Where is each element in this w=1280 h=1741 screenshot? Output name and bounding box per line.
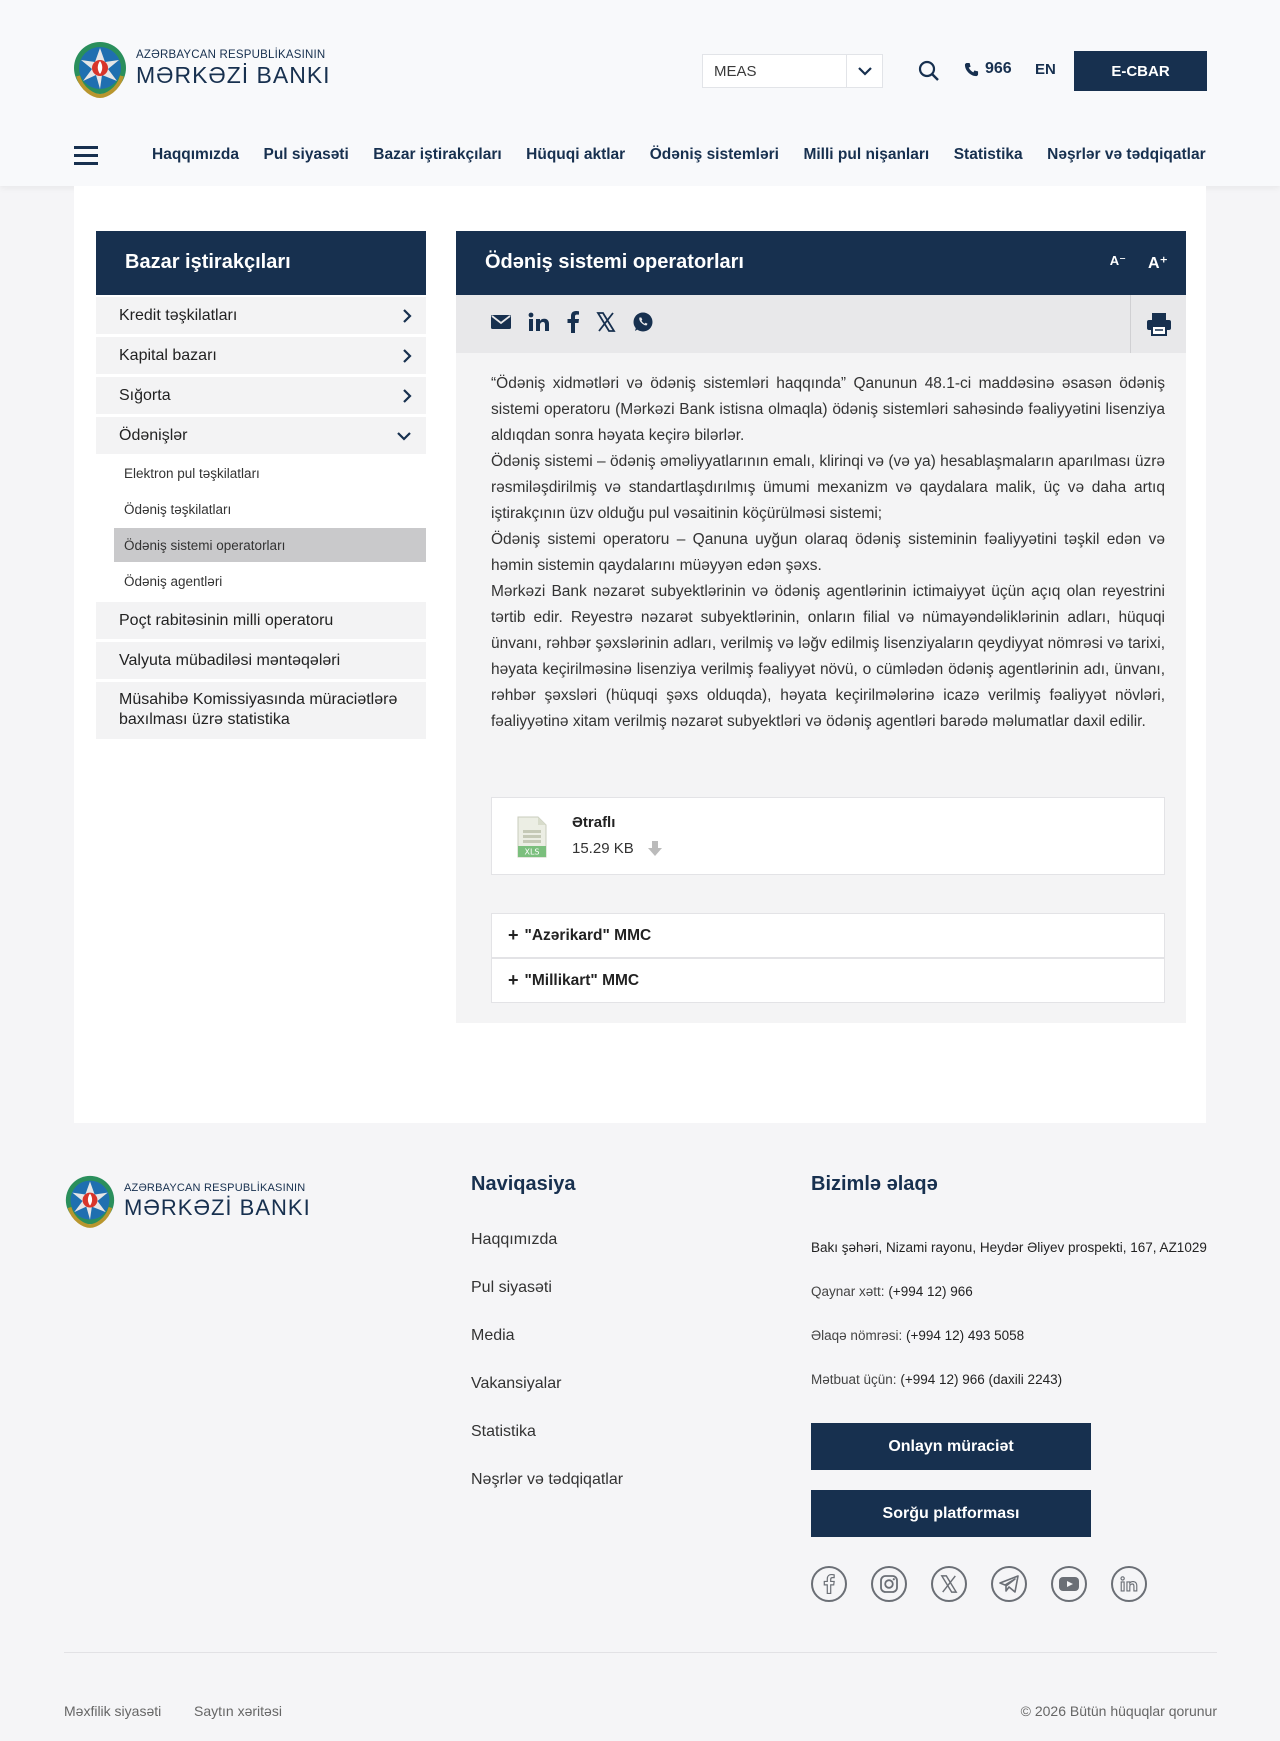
logo-text xyxy=(124,1182,311,1221)
phone-icon xyxy=(964,62,979,77)
emblem-icon xyxy=(72,38,128,100)
logo-title: MƏRKƏZİ BANKI xyxy=(124,1194,311,1220)
sidebar-item-label: Kredit təşkilatları xyxy=(119,306,238,324)
site-header xyxy=(0,0,1280,186)
contact-label: Əlaqə nömrəsi: xyxy=(811,1328,903,1343)
download-icon[interactable] xyxy=(648,841,662,857)
file-meta xyxy=(572,840,662,857)
sidebar-subitem-agents[interactable]: Ödəniş agentləri xyxy=(124,573,223,589)
logo-text xyxy=(136,49,331,89)
sidebar-item-postal[interactable] xyxy=(96,602,426,639)
footer-press xyxy=(811,1372,1062,1387)
ecbar-button[interactable]: E-CBAR xyxy=(1074,51,1207,91)
sidebar-title: Bazar iştirakçıları xyxy=(96,231,426,295)
sidebar-subitem-operators[interactable]: Ödəniş sistemi operatorları xyxy=(114,528,426,562)
footer-nav-title: Naviqasiya xyxy=(471,1173,576,1195)
linkedin-icon[interactable] xyxy=(528,312,550,332)
article-paragraph: Mərkəzi Bank nəzarət subyektlərinin və ödəniş agentlərinin ictimaiyyət üçün açıq olan reyestrini tərtib edir. Reyestrə nəzarət subyektlərinin, onların filial və nümayəndəliklərinin adları, hüquqi ünvanı, rəhbər şəxslərinin adları, verilmiş və ləğv edilmiş lisenziyaların qeydiyyat nömrəsi və tarixi, həyata keçirilməsinə lisenziya verilmiş fəaliyyət növü, o cümlədən ödəniş agentlərinin adı, ünvanı, rəhbər şəxsləri (hüquqi şəxs olduqda), həyata keçirilmələrinə icazə verilmiş fəaliyyət növləri, fəaliyyətinə xitam verilmiş nəzarət subyektləri və ödəniş agentləri barədə məlumatlar daxil edilir. xyxy=(491,583,1165,730)
footer-link-statistics[interactable]: Statistika xyxy=(471,1423,536,1440)
nav-item-statistics[interactable]: Statistika xyxy=(953,146,1023,163)
file-attachment[interactable] xyxy=(491,797,1165,875)
press-value[interactable]: (+994 12) 966 xyxy=(900,1372,985,1387)
search-icon[interactable] xyxy=(918,60,940,82)
logo-subtitle: AZƏRBAYCAN RESPUBLİKASININ xyxy=(124,1181,306,1194)
sidebar-item-label: Poçt rabitəsinin milli operatoru xyxy=(119,611,334,629)
nav-item-monetary-policy[interactable]: Pul siyasəti xyxy=(263,146,349,163)
copyright: © 2026 Bütün hüquqlar qorunur xyxy=(1020,1703,1217,1719)
privacy-policy-link[interactable]: Məxfilik siyasəti xyxy=(64,1703,162,1719)
facebook-icon[interactable] xyxy=(566,311,580,333)
article-paragraph: “Ödəniş xidmətləri və ödəniş sistemləri haqqında” Qanunun 48.1-ci maddəsinə əsasən ödəniş sistemi operatoru (Mərkəzi Bank istisna olmaqla) ödəniş sistemləri sahəsində fəaliyyətini lisenziya aldıqdan sonra həyata keçirə bilərlər. xyxy=(491,375,1165,444)
file-type-label: XLS xyxy=(524,847,540,857)
sidebar-item-insurance[interactable] xyxy=(96,377,426,414)
accordion-azerikard[interactable] xyxy=(491,913,1165,958)
sidebar-item-label: Kapital bazarı xyxy=(119,346,217,364)
share-bar xyxy=(456,295,1186,353)
footer-hotline xyxy=(811,1284,973,1299)
hotline-label: Qaynar xətt: xyxy=(811,1284,885,1299)
footer-link-publications[interactable]: Nəşrlər və tədqiqatlar xyxy=(471,1471,624,1488)
site-select[interactable] xyxy=(702,54,883,88)
page-title-text: Ödəniş sistemi operatorları xyxy=(485,251,744,273)
sidebar-item-label: Müsahibə Komissiyasında müraciətlərə xyxy=(119,691,398,708)
query-platform-button[interactable]: Sorğu platforması xyxy=(811,1490,1091,1537)
online-request-button[interactable]: Onlayn müraciət xyxy=(811,1423,1091,1470)
sidebar-item-exchange[interactable] xyxy=(96,642,426,679)
site-select-value: MEAS xyxy=(714,62,757,80)
nav-item-legal-acts[interactable]: Hüquqi aktlar xyxy=(526,146,626,163)
hotline-number: 966 xyxy=(985,60,1012,77)
article-paragraph: Ödəniş sistemi – ödəniş əməliyyatlarının emalı, klirinqi və (və ya) hesablaşmaların aparılması üzrə rəsmiləşdirilmiş və standartlaşdırılmış ümumi mexanizm və qaydalara malik, üç və daha artıq iştirakçının üzv olduğu pul vəsaitinin köçürülməsi sistemi; xyxy=(491,453,1165,522)
sidebar-item-payments[interactable] xyxy=(96,417,426,454)
font-increase-button[interactable]: A⁺ xyxy=(1148,255,1168,272)
mail-icon[interactable] xyxy=(490,314,512,330)
x-icon[interactable] xyxy=(596,312,616,332)
chevron-down-icon xyxy=(396,431,412,441)
sitemap-link[interactable]: Saytın xəritəsi xyxy=(194,1703,282,1719)
footer-divider xyxy=(64,1652,1217,1653)
press-extension: (daxili 2243) xyxy=(988,1372,1063,1387)
instagram-icon[interactable] xyxy=(871,1566,907,1602)
footer-contact-title: Bizimlə əlaqə xyxy=(811,1173,938,1195)
footer-logo[interactable] xyxy=(64,1172,311,1230)
file-name: Ətraflı xyxy=(572,814,616,831)
sidebar-subitem-emoney[interactable]: Elektron pul təşkilatları xyxy=(124,465,260,481)
logo-subtitle: AZƏRBAYCAN RESPUBLİKASININ xyxy=(136,49,326,61)
article-body xyxy=(491,371,1165,735)
chevron-down-icon[interactable] xyxy=(846,55,882,87)
whatsapp-icon[interactable] xyxy=(632,311,654,333)
site-logo[interactable] xyxy=(72,38,331,100)
nav-item-about[interactable]: Haqqımızda xyxy=(152,146,239,163)
accordion-title: "Azərikard" MMC xyxy=(524,926,652,944)
font-decrease-button[interactable]: A⁻ xyxy=(1109,253,1126,268)
footer-contact-number xyxy=(811,1328,1024,1343)
main-nav xyxy=(152,146,1206,164)
footer-link-about[interactable]: Haqqımızda xyxy=(471,1231,558,1248)
font-size-controls xyxy=(1088,253,1168,273)
footer-link-media[interactable]: Media xyxy=(471,1327,515,1344)
facebook-icon[interactable] xyxy=(811,1566,847,1602)
accordion-millikart[interactable] xyxy=(491,958,1165,1003)
contact-value[interactable]: (+994 12) 493 5058 xyxy=(905,1328,1025,1343)
logo-title: MƏRKƏZİ BANKI xyxy=(136,62,331,88)
hotline-value[interactable]: (+994 12) 966 xyxy=(888,1284,973,1299)
sidebar-item-credit[interactable] xyxy=(96,297,426,334)
footer-link-monetary[interactable]: Pul siyasəti xyxy=(471,1279,552,1296)
youtube-icon[interactable] xyxy=(1051,1566,1087,1602)
nav-item-market-participants[interactable]: Bazar iştirakçıları xyxy=(373,146,502,163)
press-label: Mətbuat üçün: xyxy=(811,1372,897,1387)
file-size: 15.29 KB xyxy=(572,840,634,857)
chevron-right-icon xyxy=(402,348,412,364)
sidebar-item-commission[interactable] xyxy=(96,682,426,739)
menu-icon[interactable] xyxy=(74,146,98,166)
telegram-icon[interactable] xyxy=(991,1566,1027,1602)
nav-item-publications[interactable]: Nəşrlər və tədqiqatlar xyxy=(1047,146,1206,163)
share-icons xyxy=(490,311,670,333)
plus-icon: + xyxy=(508,970,519,990)
plus-icon: + xyxy=(508,925,519,945)
emblem-icon xyxy=(64,1172,116,1230)
sidebar-item-label: Valyuta mübadiləsi məntəqələri xyxy=(119,651,341,669)
social-links xyxy=(811,1566,1171,1602)
sidebar-subitem-payment-orgs[interactable]: Ödəniş təşkilatları xyxy=(124,501,232,517)
footer-link-vacancies[interactable]: Vakansiyalar xyxy=(471,1375,562,1392)
sidebar-item-label: Ödənişlər xyxy=(119,426,188,444)
chevron-right-icon xyxy=(402,388,412,404)
print-icon[interactable] xyxy=(1130,295,1186,353)
accordion-title: "Millikart" MMC xyxy=(524,971,640,989)
x-icon[interactable] xyxy=(931,1566,967,1602)
language-switch[interactable]: EN xyxy=(1035,61,1056,78)
article-paragraph: Ödəniş sistemi operatoru – Qanuna uyğun olaraq ödəniş sisteminin fəaliyyətini təşkil edən və həmin sistemin qaydalarını müəyyən edən şəxs. xyxy=(491,531,1165,574)
sidebar-item-label: baxılması üzrə statistika xyxy=(119,711,290,728)
page-title xyxy=(456,231,1186,295)
sidebar-item-label: Sığorta xyxy=(119,386,171,404)
footer-address: Bakı şəhəri, Nizami rayonu, Heydər Əliyev prospekti, 167, AZ1029 xyxy=(811,1240,1207,1255)
xls-file-icon xyxy=(516,816,548,858)
sidebar-item-capital[interactable] xyxy=(96,337,426,374)
nav-item-payment-systems[interactable]: Ödəniş sistemləri xyxy=(649,146,779,163)
linkedin-icon[interactable] xyxy=(1111,1566,1147,1602)
nav-item-currency[interactable]: Milli pul nişanları xyxy=(803,146,930,163)
chevron-right-icon xyxy=(402,308,412,324)
hotline-link[interactable] xyxy=(964,60,1012,78)
